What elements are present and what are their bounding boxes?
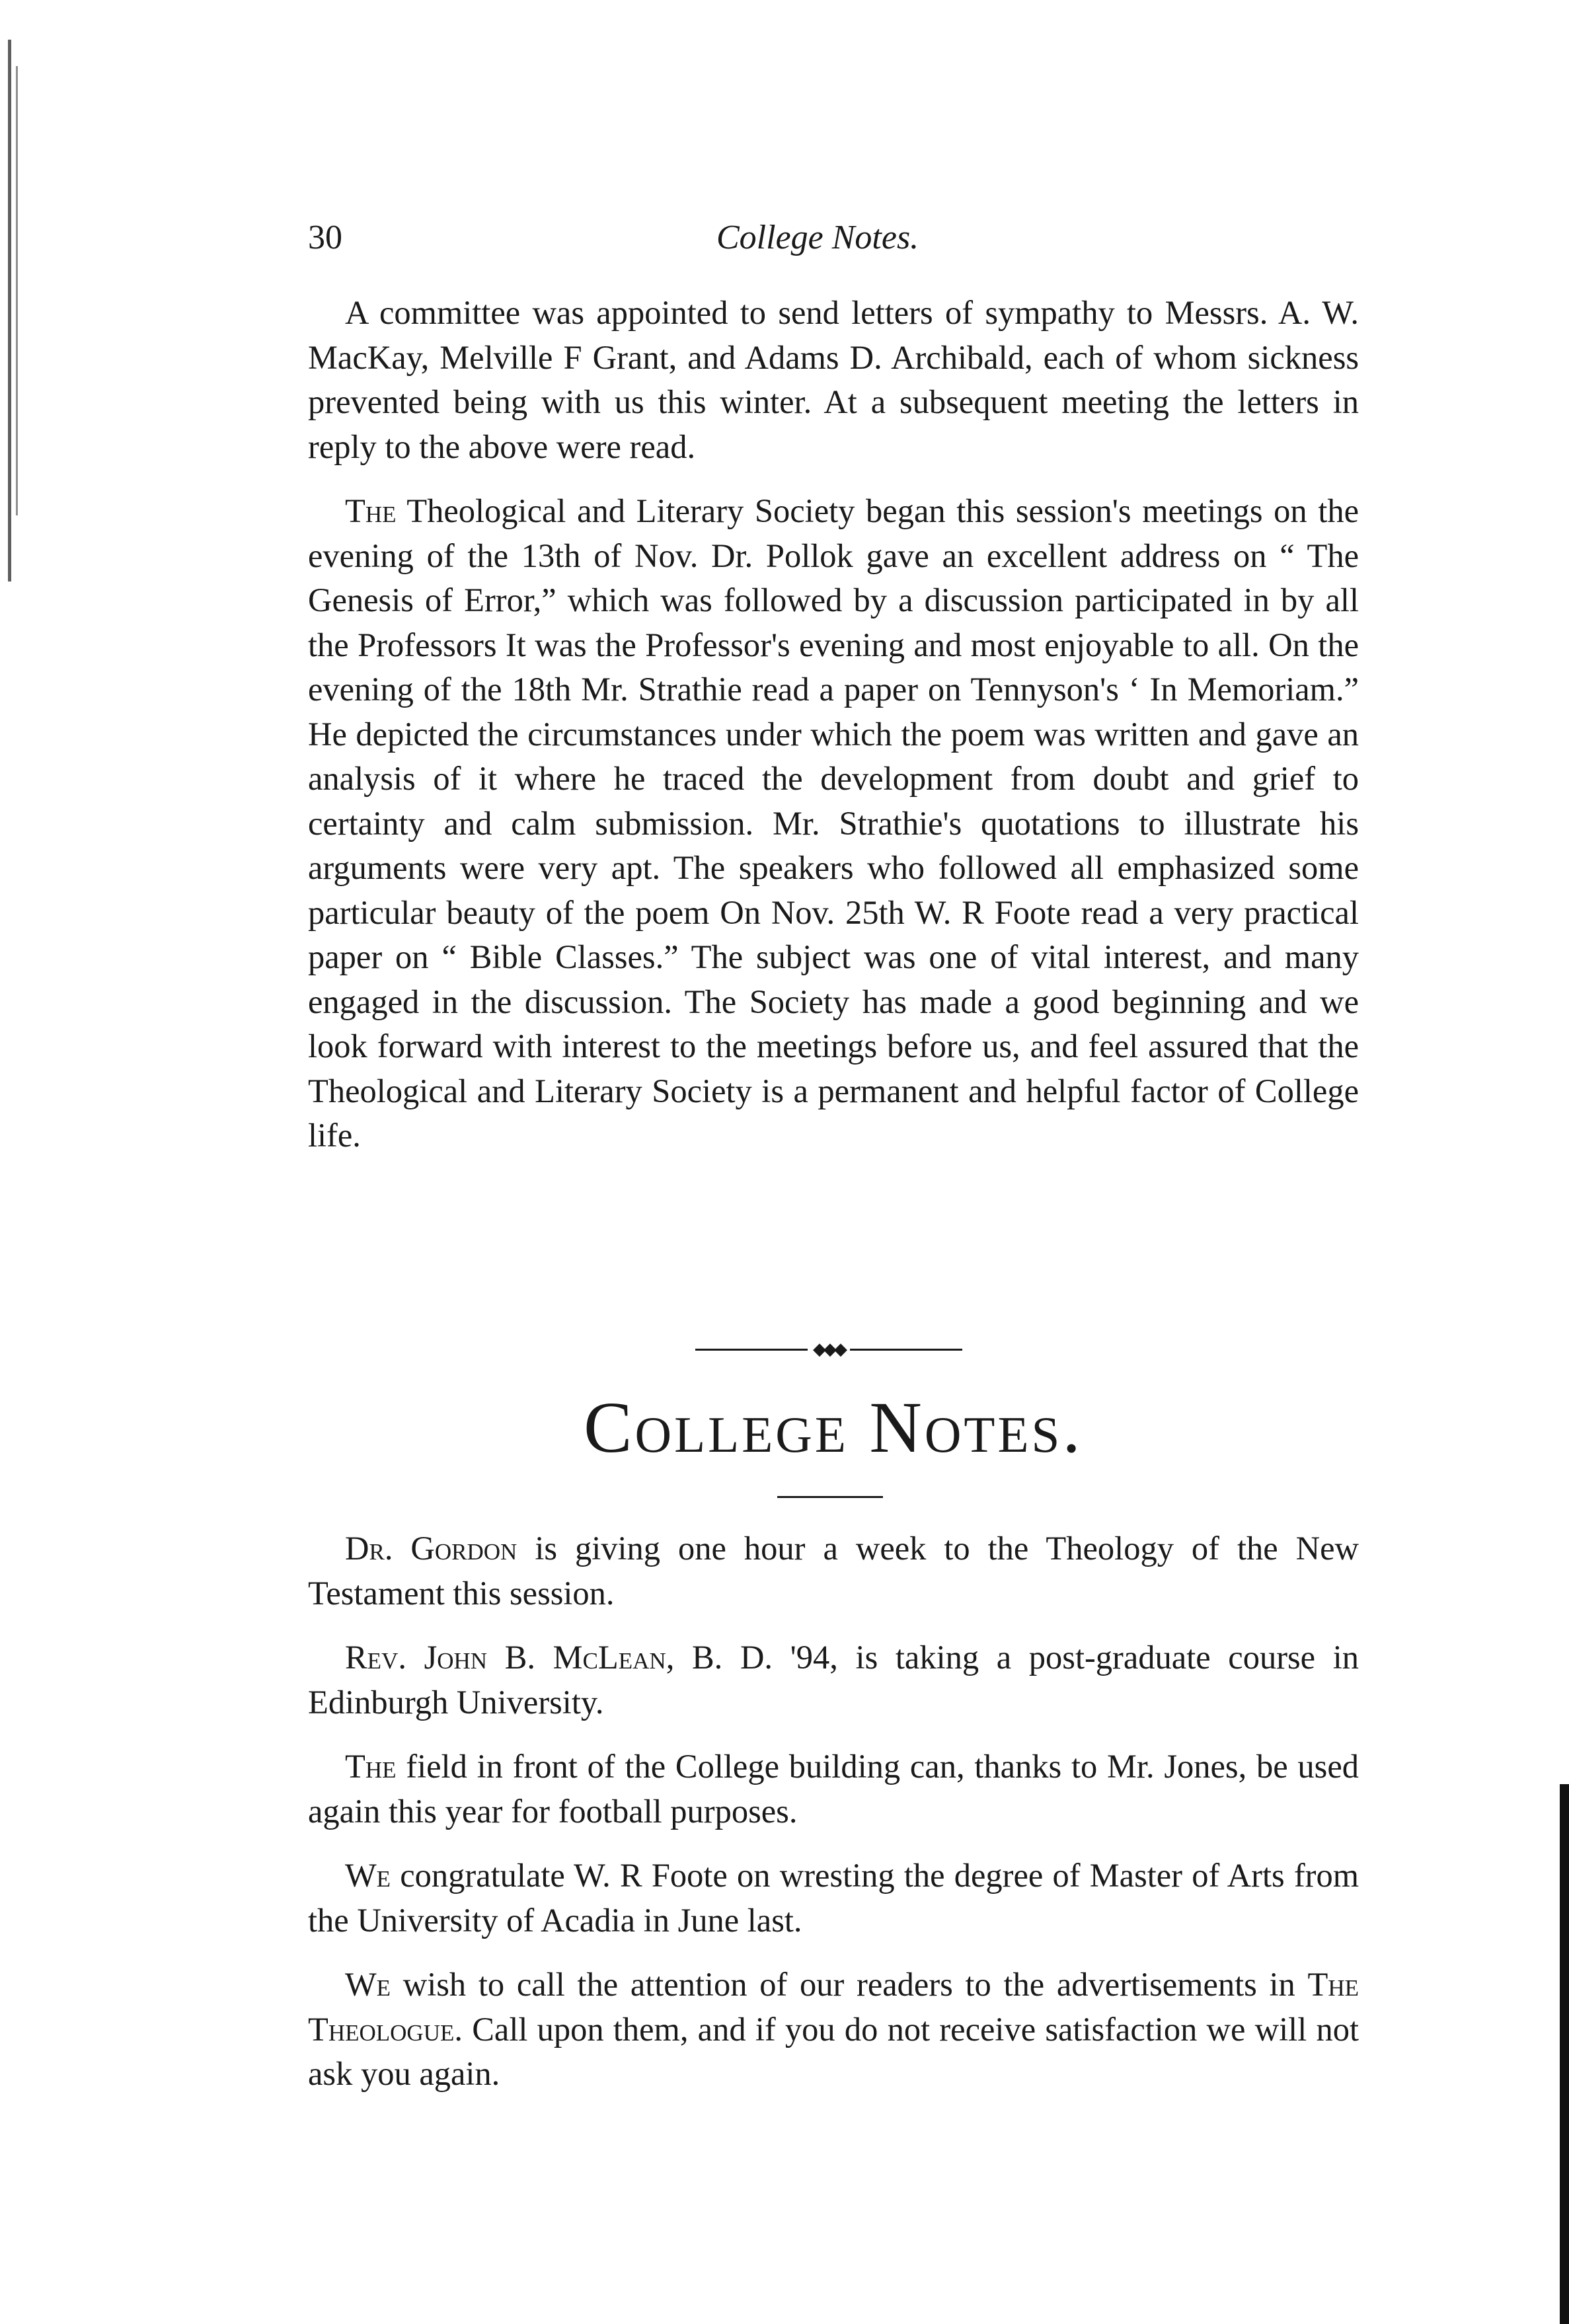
note-text: congratulate W. R Foote on wresting the degree of Master of Arts from the University of Acadia in June last. (308, 1857, 1359, 1939)
note-item (308, 1744, 1359, 1834)
page-header (308, 218, 1365, 271)
article-body (308, 291, 1359, 1158)
note-lead: Rev. John B. McLean, (345, 1639, 675, 1676)
note-item (308, 1963, 1359, 2097)
running-title: College Notes. (716, 219, 919, 256)
note-lead: The (345, 1748, 397, 1785)
note-text: is giving one hour a week to the Theology of the New Testament this session. (308, 1530, 1359, 1612)
scan-edge-left-inner (16, 66, 18, 515)
note-lead: We (345, 1966, 391, 2003)
paragraph-lead: The (345, 492, 397, 529)
note-lead: Dr. Gordon (345, 1530, 517, 1567)
paragraph-society (308, 489, 1359, 1158)
page-number: 30 (308, 219, 342, 256)
scan-edge-right (1560, 1784, 1569, 2324)
title-rule (777, 1496, 883, 1498)
publication-name: The Theologue. (308, 1966, 1359, 2048)
note-text: Call upon them, and if you do not receive satisfaction we will not ask you again. (308, 2010, 1359, 2092)
paragraph-committee: A committee was appointed to send letters of sympathy to Messrs. A. W. MacKay, Melville F Grant, and Adams D. Archibald, each of whom sickness prevented being with us this winter. At a subsequent meeting the letters in reply to the above were read. (308, 294, 1359, 465)
note-item (308, 1635, 1359, 1725)
note-text: wish to call the attention of our readers to the advertisements in (391, 1966, 1308, 2003)
section-title: College Notes. (584, 1387, 1083, 1468)
divider-ornament-icon: ◆◆◆ (813, 1339, 845, 1359)
section-divider (695, 1339, 962, 1359)
note-item (308, 1854, 1359, 1943)
note-text: B. D. '94, is taking a post-graduate course in Edinburgh University. (308, 1639, 1359, 1721)
note-item (308, 1526, 1359, 1616)
note-lead: We (345, 1857, 391, 1894)
note-text: field in front of the College building can, thanks to Mr. Jones, be used again this year for football purposes. (308, 1748, 1359, 1830)
college-notes-list (308, 1526, 1359, 2097)
paragraph-text: Theological and Literary Society began this session's meetings on the evening of the 13th of Nov. Dr. Pollok gave an excellent address on “ The Genesis of Error,” which was followed by a discussion participated in by all the Professors It was the Professor's evening and most enjoyable to all. On the evening of the 18th Mr. Strathie read a paper on Tennyson's ‘ In Memoriam.” He depicted the circumstances under which the poem was written and gave an analysis of it where he traced the development from doubt and grief to certainty and calm submission. Mr. Strathie's quotations to illustrate his arguments were very apt. The speakers who followed all emphasized some particular beauty of the poem On Nov. 25th W. R Foote read a very practical paper on “ Bible Classes.” The subject was one of vital interest, and many engaged in the discussion. The Society has made a good beginning and we look forward with interest to the meetings before us, and feel assured that the Theological and Literary Society is a permanent and helpful factor of College life. (308, 492, 1359, 1154)
scan-edge-left (8, 40, 11, 581)
